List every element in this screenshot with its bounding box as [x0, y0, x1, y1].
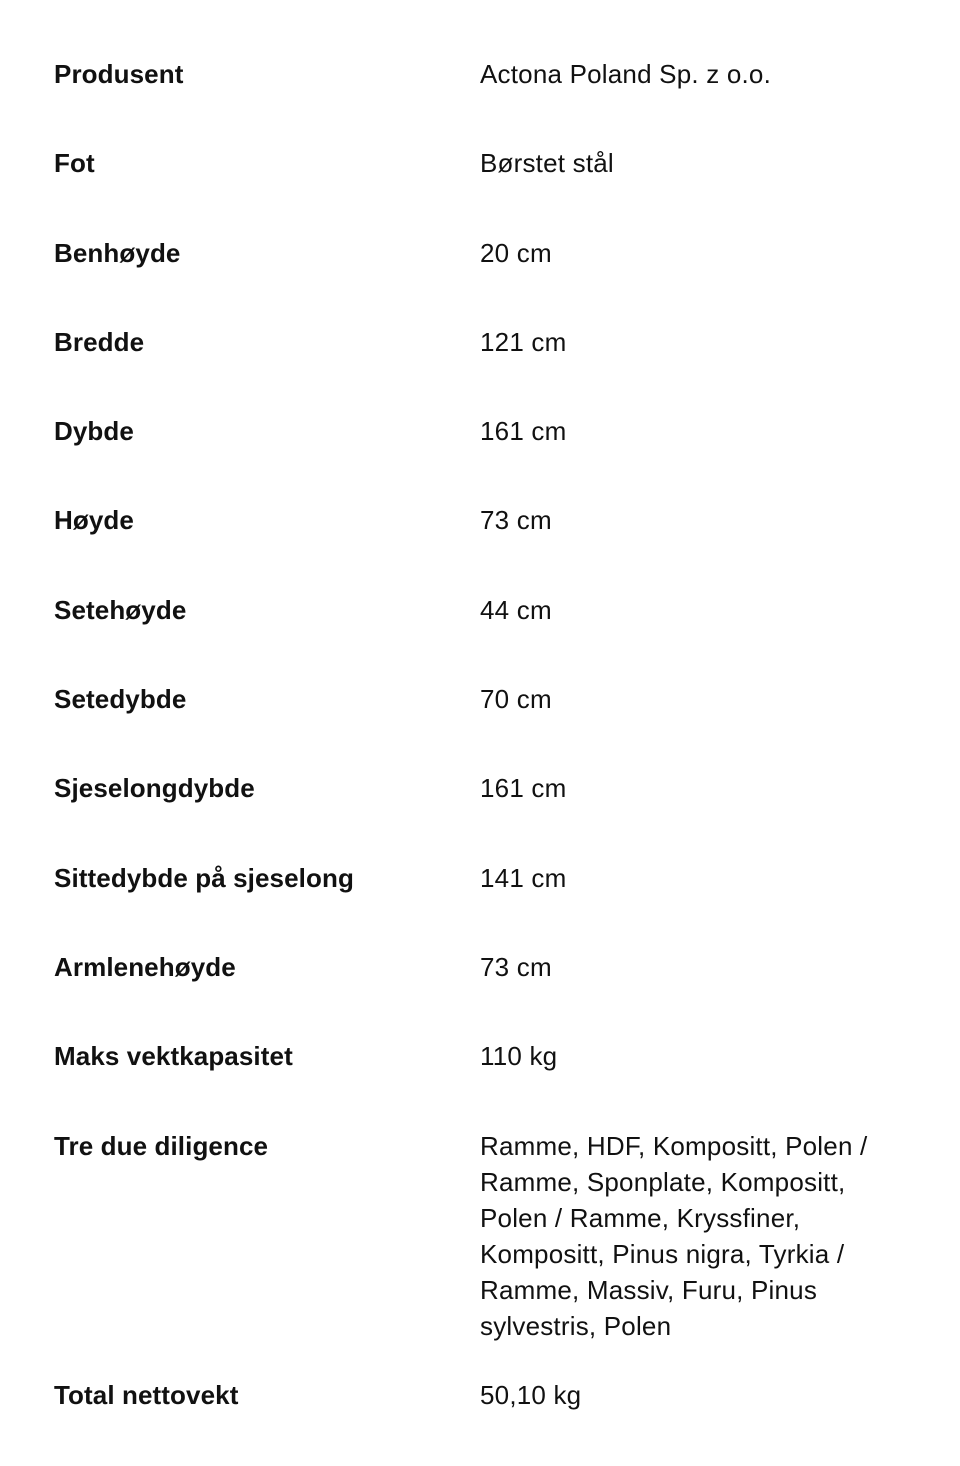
spec-label: Produsent [54, 59, 184, 89]
spec-label: Høyde [54, 505, 134, 536]
spec-row-fot [54, 145, 914, 234]
spec-row-tre-due-diligence [54, 1128, 914, 1377]
spec-table [54, 56, 914, 1466]
spec-value: 73 cm [480, 951, 552, 982]
spec-row-total-nettovekt [54, 1377, 914, 1466]
spec-row-sjeselongdybde [54, 770, 914, 859]
spec-row-setedybde [54, 681, 914, 770]
spec-label: Sjeselongdybde [54, 773, 255, 804]
spec-value: 73 cm [480, 505, 552, 536]
spec-row-hoyde [54, 502, 914, 591]
spec-value: 141 cm [480, 862, 567, 893]
spec-label: Fot [54, 148, 95, 179]
spec-value: 121 cm [480, 326, 567, 357]
spec-label: Bredde [54, 326, 145, 357]
spec-row-maks-vektkapasitet [54, 1038, 914, 1127]
spec-value: 44 cm [480, 594, 552, 625]
spec-value: 50,10 kg [480, 1379, 582, 1410]
spec-label: Setedybde [54, 684, 187, 715]
spec-label: Tre due diligence [54, 1130, 269, 1161]
spec-value: 110 kg [480, 1041, 558, 1072]
spec-label: Sittedybde på sjeselong [54, 862, 354, 893]
spec-row-benhoyde [54, 235, 914, 324]
spec-value: 161 cm [480, 416, 567, 447]
spec-label: Maks vektkapasitet [54, 1041, 293, 1072]
spec-value: Børstet stål [480, 148, 614, 179]
spec-label: Total nettovekt [54, 1379, 239, 1410]
spec-value: 70 cm [480, 684, 552, 715]
spec-label: Armlenehøyde [54, 951, 236, 982]
spec-row-sittedybde-sjeselong [54, 860, 914, 949]
spec-label: Dybde [54, 416, 134, 447]
spec-row-produsent [54, 56, 914, 145]
spec-row-dybde [54, 413, 914, 502]
spec-row-armlenehoyde [54, 949, 914, 1038]
spec-value: 161 cm [480, 773, 567, 804]
spec-value: Actona Poland Sp. z o.o. [480, 59, 771, 89]
spec-label: Benhøyde [54, 237, 181, 268]
spec-value: Ramme, HDF, Kompositt, Polen / Ramme, Sponplate, Kompositt, Polen / Ramme, Kryssfiner, Kompositt, Pinus nigra, Tyrkia / Ramme, Massiv, Furu, Pinus sylvestris, Polen [480, 1130, 868, 1341]
spec-label: Setehøyde [54, 594, 187, 625]
spec-value: 20 cm [480, 237, 552, 268]
spec-row-bredde [54, 324, 914, 413]
spec-row-setehoyde [54, 592, 914, 681]
